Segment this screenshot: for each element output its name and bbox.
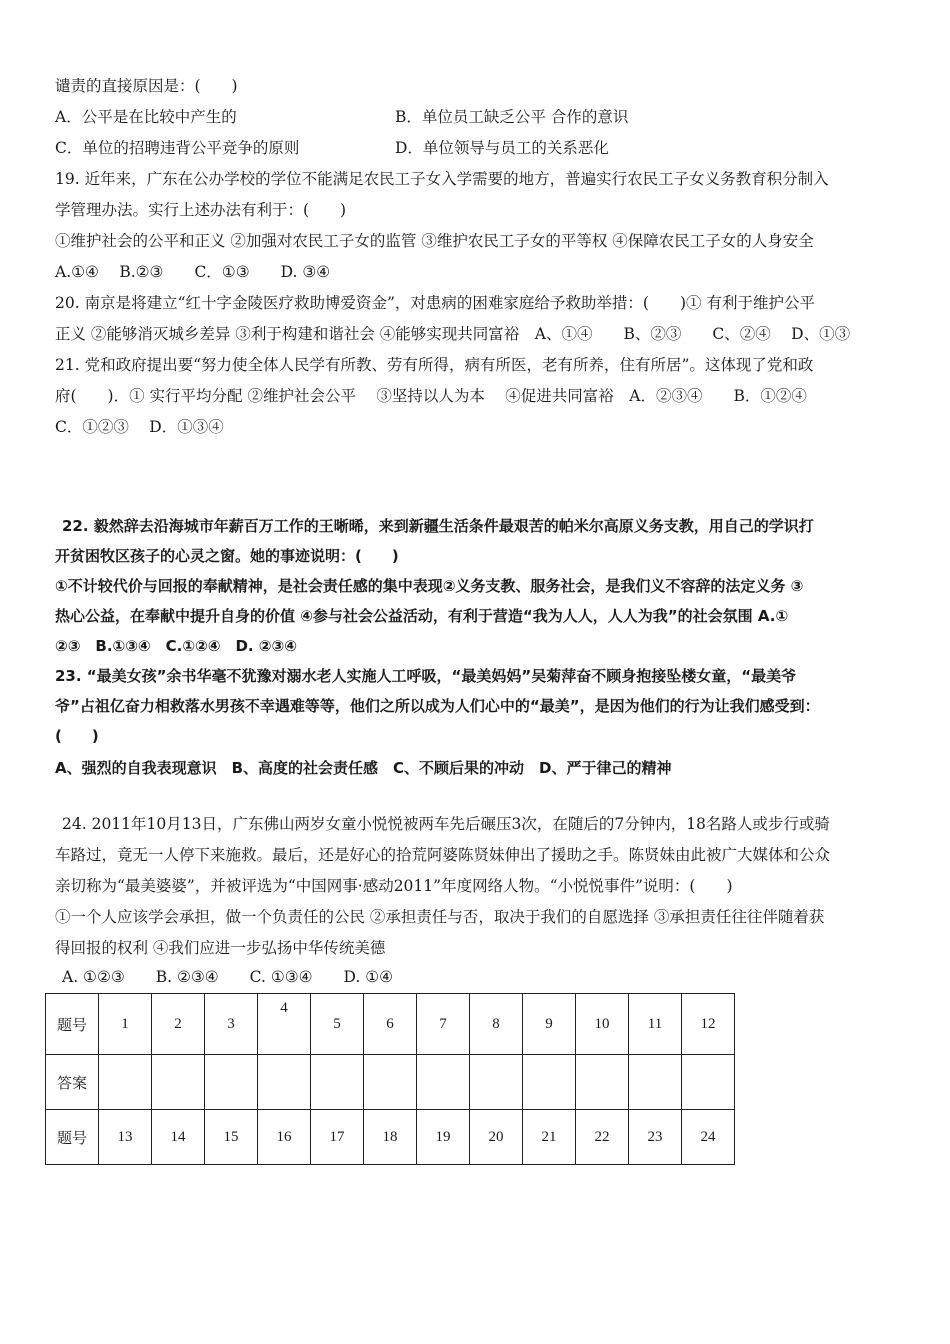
table-row [46,994,735,1055]
answer-cell[interactable] [311,1055,364,1110]
q22-line-4: 热心公益，在奉献中提升自身的价值 ④参与社会公益活动，有利于营造“我为人人，人人为我”的社会氛围 A.① [55,607,789,625]
table-row [46,1110,735,1165]
q24-line-3: 亲切称为“最美婆婆”，并被评选为“中国网事·感动2011”年度网络人物。“小悦悦事件”说明：( ) [55,877,733,895]
table-cell: 8 [470,994,523,1055]
answer-cell[interactable] [258,1055,311,1110]
table-cell: 18 [364,1110,417,1165]
q24-options: A. ①②③ B. ②③④ C. ①③④ D. ①④ [62,968,394,986]
table-row [46,1055,735,1110]
answer-cell[interactable] [523,1055,576,1110]
q22-line-1: 22. 毅然辞去沿海城市年薪百万工作的王晰晞，来到新疆生活条件最艰苦的帕米尔高原义务支教，用自己的学识打 [62,517,814,535]
q23-line-2: 爷”占祖亿奋力相救落水男孩不幸遇难等等，他们之所以成为人们心中的“最美”，是因为他们的行为让我们感受到： [55,697,820,715]
answer-cell[interactable] [576,1055,629,1110]
q20-line-1: 20. 南京是将建立“红十字金陵医疗救助博爱资金”，对患病的困难家庭给予救助举措：( )① 有利于维护公平 [55,294,815,312]
table-cell: 10 [576,994,629,1055]
q22-line-5: ②③ B.①③④ C.①②④ D. ②③④ [55,637,297,655]
table-cell: 19 [417,1110,470,1165]
table-cell: 22 [576,1110,629,1165]
table-cell: 24 [682,1110,735,1165]
table-cell: 21 [523,1110,576,1165]
table-cell: 16 [258,1110,311,1165]
table-cell: 答案 [46,1055,99,1110]
q23-line-1: 23. “最美女孩”余书华毫不犹豫对溺水老人实施人工呼吸，“最美妈妈”吴菊萍奋不顾身抱接坠楼女童，“最美爷 [55,667,797,685]
table-cell: 12 [682,994,735,1055]
q24-line-2: 车路过，竟无一人停下来施救。最后，还是好心的拾荒阿婆陈贤妹伸出了援助之手。陈贤妹由此被广大媒体和公众 [55,846,831,864]
table-cell: 5 [311,994,364,1055]
q23-line-3: ( ) [55,727,99,745]
answer-cell[interactable] [682,1055,735,1110]
q21-line-1: 21. 党和政府提出要“努力使全体人民学有所教、劳有所得，病有所医，老有所养，住有所居”。这体现了党和政 [55,356,814,374]
answer-cell[interactable] [152,1055,205,1110]
q22-line-2: 开贫困牧区孩子的心灵之窗。她的事迹说明：( ) [55,547,399,565]
table-cell: 题号 [46,1110,99,1165]
table-cell: 15 [205,1110,258,1165]
table-cell: 6 [364,994,417,1055]
q19-line-2: 学管理办法。实行上述办法有利于：( ) [55,201,347,219]
table-cell: 13 [99,1110,152,1165]
q20-line-2: 正义 ②能够消灭城乡差异 ③利于构建和谐社会 ④能够实现共同富裕 A、①④ B、②③ C、②④ D、①③ [55,325,851,343]
answer-table [45,993,735,1165]
answer-cell[interactable] [629,1055,682,1110]
table-cell: 14 [152,1110,205,1165]
table-cell: 1 [99,994,152,1055]
q18-option-a: A．公平是在比较中产生的 [55,108,237,126]
table-cell: 23 [629,1110,682,1165]
q18-stem-end: 谴责的直接原因是：( ) [55,77,238,95]
answer-cell[interactable] [99,1055,152,1110]
q19-line-1: 19. 近年来，广东在公办学校的学位不能满足农民工子女入学需要的地方，普遍实行农民工子女义务教育积分制入 [55,170,829,188]
answer-cell[interactable] [205,1055,258,1110]
q18-option-c: C．单位的招聘违背公平竞争的原则 [55,139,300,157]
answer-cell[interactable] [364,1055,417,1110]
table-cell: 题号 [46,994,99,1055]
q23-options: A、强烈的自我表现意识 B、高度的社会责任感 C、不顾后果的冲动 D、严于律己的精神 [55,759,672,777]
answer-cell[interactable] [470,1055,523,1110]
table-cell: 2 [152,994,205,1055]
table-cell: 17 [311,1110,364,1165]
table-cell: 3 [205,994,258,1055]
table-cell: 9 [523,994,576,1055]
table-cell: 20 [470,1110,523,1165]
q18-options-cd [55,138,609,158]
q19-options: A.①④ B.②③ C．①③ D. ③④ [55,263,331,281]
q18-options-ab [55,107,629,127]
q22-line-3: ①不计较代价与回报的奉献精神，是社会责任感的集中表现②义务支教、服务社会，是我们义不容辞的法定义务 ③ [55,577,804,595]
answer-cell[interactable] [417,1055,470,1110]
table-cell: 11 [629,994,682,1055]
q19-statements: ①维护社会的公平和正义 ②加强对农民工子女的监管 ③维护农民工子女的平等权 ④保障农民工子女的人身安全 [55,232,814,250]
q18-option-b: B．单位员工缺乏公平 合作的意识 [395,108,629,126]
table-cell: 4 [258,994,311,1055]
q24-line-4: ①一个人应该学会承担，做一个负责任的公民 ②承担责任与否，取决于我们的自愿选择 ③承担责任往往伴随着获 [55,908,825,926]
q21-line-3: C．①②③ D．①③④ [55,418,224,436]
q24-line-5: 得回报的权利 ④我们应进一步弘扬中华传统美德 [55,939,386,957]
q18-option-d: D．单位领导与员工的关系恶化 [395,139,609,157]
q21-line-2: 府( )．① 实行平均分配 ②维护社会公平 ③坚持以人为本 ④促进共同富裕 A．②③④ B．①②④ [55,387,807,405]
table-cell: 7 [417,994,470,1055]
q24-line-1: 24. 2011年10月13日，广东佛山两岁女童小悦悦被两车先后碾压3次，在随后的7分钟内，18名路人或步行或骑 [62,815,830,833]
